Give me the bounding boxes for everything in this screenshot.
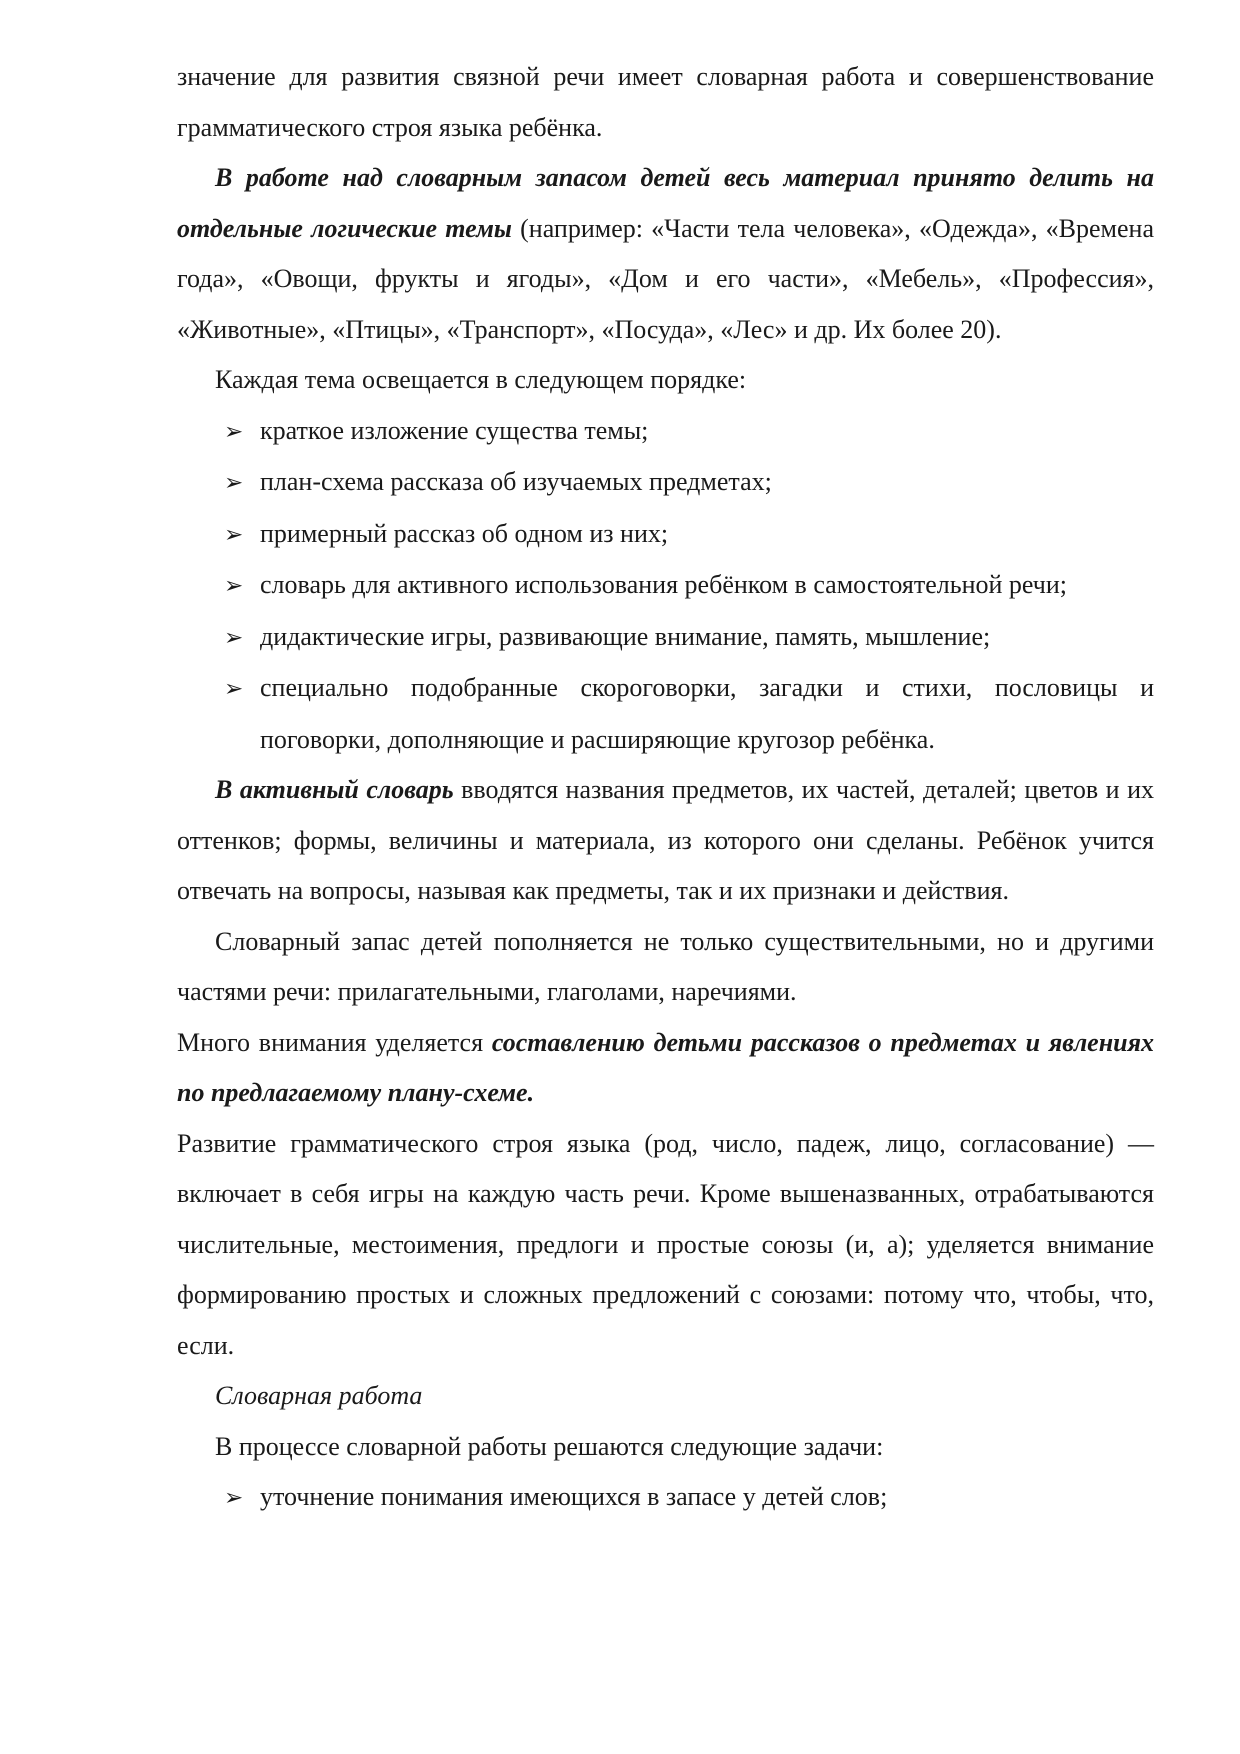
list-item: ➢ краткое изложение существа темы; <box>177 406 1154 458</box>
paragraph-2 <box>177 153 1154 355</box>
paragraph-1: значение для развития связной речи имеет словарная работа и совершенствование грамматического строя языка ребёнка. <box>177 62 1154 142</box>
arrow-bullet-icon: ➢ <box>224 1485 244 1511</box>
section-heading: Словарная работа <box>215 1381 423 1410</box>
list-item: ➢ примерный рассказ об одном из них; <box>177 509 1154 561</box>
arrow-bullet-icon: ➢ <box>224 676 244 702</box>
arrow-bullet-icon: ➢ <box>224 418 244 445</box>
paragraph-6-emphasis: составлению детьми рассказов о предметах и явлениях по предлагаемому плану-схеме. <box>177 1027 1154 1107</box>
document-page <box>177 52 1154 1524</box>
paragraph-3: Каждая тема освещается в следующем порядке: <box>215 365 747 394</box>
paragraph-8: В процессе словарной работы решаются следующие задачи: <box>215 1431 884 1461</box>
paragraph-6 <box>177 1018 1154 1119</box>
list-item: ➢ специально подобранные скороговорки, загадки и стихи, пословицы и поговорки, дополняющие и расширяющие кругозор ребёнка. <box>177 663 1154 765</box>
paragraph-7: Развитие грамматического строя языка (род, число, падеж, лицо, согласование) — включает в себя игры на каждую часть речи. Кроме вышеназванных, отрабатываются числительные, местоимения, предлоги и простые союзы (и, а); уделяется внимание формированию простых и сложных предложений с союзами: потому что, чтобы, что, если. <box>177 1128 1154 1360</box>
paragraph-2-text: (например: «Части тела человека», «Одежда», «Времена года», «Овощи, фрукты и ягоды», «Дом и его части», «Мебель», «Профессия», «Животные», «Птицы», «Транспорт», «Посуда», «Лес» и др. Их более 20). <box>177 213 1154 344</box>
paragraph-5: Словарный запас детей пополняется не только существительными, но и другими частями речи: прилагательными, глаголами, наречиями. <box>177 926 1154 1006</box>
list-item: ➢ словарь для активного использования ребёнком в самостоятельной речи; <box>177 560 1154 612</box>
paragraph-4 <box>177 765 1154 917</box>
list-item: ➢ уточнение понимания имеющихся в запасе у детей слов; <box>177 1472 1154 1524</box>
arrow-bullet-icon: ➢ <box>224 624 244 651</box>
paragraph-4-emphasis: В активный словарь <box>215 775 454 804</box>
list-item: ➢ дидактические игры, развивающие внимание, память, мышление; <box>177 612 1154 664</box>
list-item: ➢ план-схема рассказа об изучаемых предметах; <box>177 457 1154 509</box>
topic-order-list <box>177 406 1154 766</box>
paragraph-2-emphasis: В работе над словарным запасом детей весь материал принято делить на отдельные логические темы <box>177 163 1154 243</box>
arrow-bullet-icon: ➢ <box>224 521 244 548</box>
arrow-bullet-icon: ➢ <box>224 470 244 496</box>
paragraph-6-text: Много внимания уделяется <box>177 1027 492 1057</box>
vocabulary-tasks-list <box>177 1472 1154 1524</box>
paragraph-4-text: вводятся названия предметов, их частей, деталей; цветов и их оттенков; формы, величины и материала, из которого они сделаны. Ребёнок учится отвечать на вопросы, называя как предметы, так и их признаки и действия. <box>177 775 1154 905</box>
arrow-bullet-icon: ➢ <box>224 573 244 599</box>
